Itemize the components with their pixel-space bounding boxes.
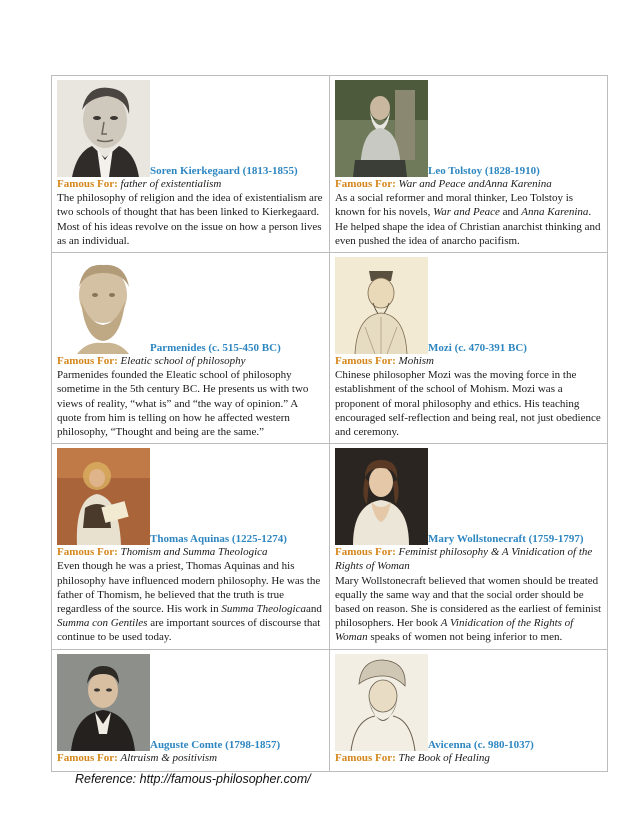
- famous-for-value: War and Peace andAnna Karenina: [398, 178, 552, 190]
- philosopher-description: Parmenides founded the Eleatic school of philosophy sometime in the 5th century BC. He presents us with two views of reality, “what is” and “the way of opinion.” A quote from him is telling on how he affected western philosophy, “Thought and being are the same.”: [57, 369, 309, 439]
- famous-label: Famous For:: [57, 546, 118, 559]
- philosopher-cell-avicenna: [330, 649, 608, 771]
- philosopher-cell-comte: [52, 649, 330, 771]
- philosopher-description: The philosophy of religion and the idea of existentialism are two schools of thought that has been linked to Kierkegaard. Most of his ideas revolve on the issue on how a person lives as an individual.: [57, 192, 323, 247]
- famous-label: Famous For:: [335, 355, 396, 368]
- philosopher-description: As a social reformer and moral thinker, Leo Tolstoy is known for his novels, War and Peace and Anna Karenina. He helped shape the idea of Christian anarchist thinking and even pushed the idea of anarcho pacifism.: [335, 192, 601, 247]
- famous-label: Famous For:: [335, 546, 396, 559]
- parmenides-bust-icon: [57, 257, 150, 354]
- kierkegaard-portrait-icon: [57, 80, 150, 177]
- philosopher-cell-aquinas: [52, 444, 330, 649]
- famous-for-value: Thomism and Summa Theologica: [120, 546, 268, 559]
- famous-for-value: Feminist philosophy & A Vinidication of the Rights of Woman: [335, 546, 593, 573]
- comte-portrait-icon: [57, 654, 150, 751]
- famous-for-value: Eleatic school of philosophy: [120, 355, 246, 368]
- famous-label: Famous For:: [335, 751, 396, 764]
- philosopher-name: Thomas Aquinas (1225-1274): [150, 533, 287, 546]
- philosopher-description: Chinese philosopher Mozi was the moving force in the establishment of the school of Mohism. Mozi was a proponent of moral philosophy and ethics. His teaching encouraged self-reflection and being real, not just obedience and ceremony.: [335, 369, 601, 439]
- mozi-drawing-icon: [335, 257, 428, 354]
- philosopher-name: Avicenna (c. 980-1037): [428, 738, 534, 751]
- famous-label: Famous For:: [335, 178, 396, 190]
- famous-for-value: The Book of Healing: [398, 751, 490, 764]
- tolstoy-portrait-icon: [335, 80, 428, 177]
- philosopher-name: Mozi (c. 470-391 BC): [428, 342, 527, 355]
- wollstonecraft-portrait-icon: [335, 448, 428, 545]
- philosopher-description: Even though he was a priest, Thomas Aquinas and his philosophy have influenced modern philosophy. He was the father of Thomism, he believed that the truth is true regardless of the source. His work in Summa Theologicaand Summa con Gentiles are important sources of discourse that continue to be used today.: [57, 560, 322, 644]
- famous-label: Famous For:: [57, 355, 118, 368]
- famous-label: Famous For:: [57, 178, 118, 190]
- avicenna-drawing-icon: [335, 654, 428, 751]
- philosopher-cell-kierkegaard: [52, 76, 330, 253]
- famous-for-value: father of existentialism: [120, 178, 222, 190]
- philosopher-name: Leo Tolstoy (1828-1910): [428, 165, 540, 177]
- aquinas-painting-icon: [57, 448, 150, 545]
- philosopher-table: [51, 75, 608, 772]
- philosopher-name: Mary Wollstonecraft (1759-1797): [428, 533, 584, 546]
- philosopher-description: Mary Wollstonecraft believed that women should be treated equally the same way and that the social order should be based on reason. She is considered as the earliest of feminist philosophers. Her book A Vinidication of the Rights of Woman speaks of women not being inferior to men.: [335, 574, 602, 644]
- philosopher-name: Auguste Comte (1798-1857): [150, 738, 281, 751]
- famous-label: Famous For:: [57, 751, 118, 764]
- philosopher-cell-tolstoy: [330, 76, 608, 253]
- philosopher-name: Parmenides (c. 515-450 BC): [150, 342, 281, 355]
- philosopher-cell-mozi: [330, 253, 608, 444]
- famous-for-value: Altruism & positivism: [120, 751, 218, 764]
- philosopher-cell-parmenides: [52, 253, 330, 444]
- famous-for-value: Mohism: [398, 355, 434, 368]
- philosopher-name: Soren Kierkegaard (1813-1855): [150, 165, 298, 177]
- reference-text: Reference: http://famous-philosopher.com/: [75, 772, 311, 786]
- philosopher-cell-wollstonecraft: [330, 444, 608, 649]
